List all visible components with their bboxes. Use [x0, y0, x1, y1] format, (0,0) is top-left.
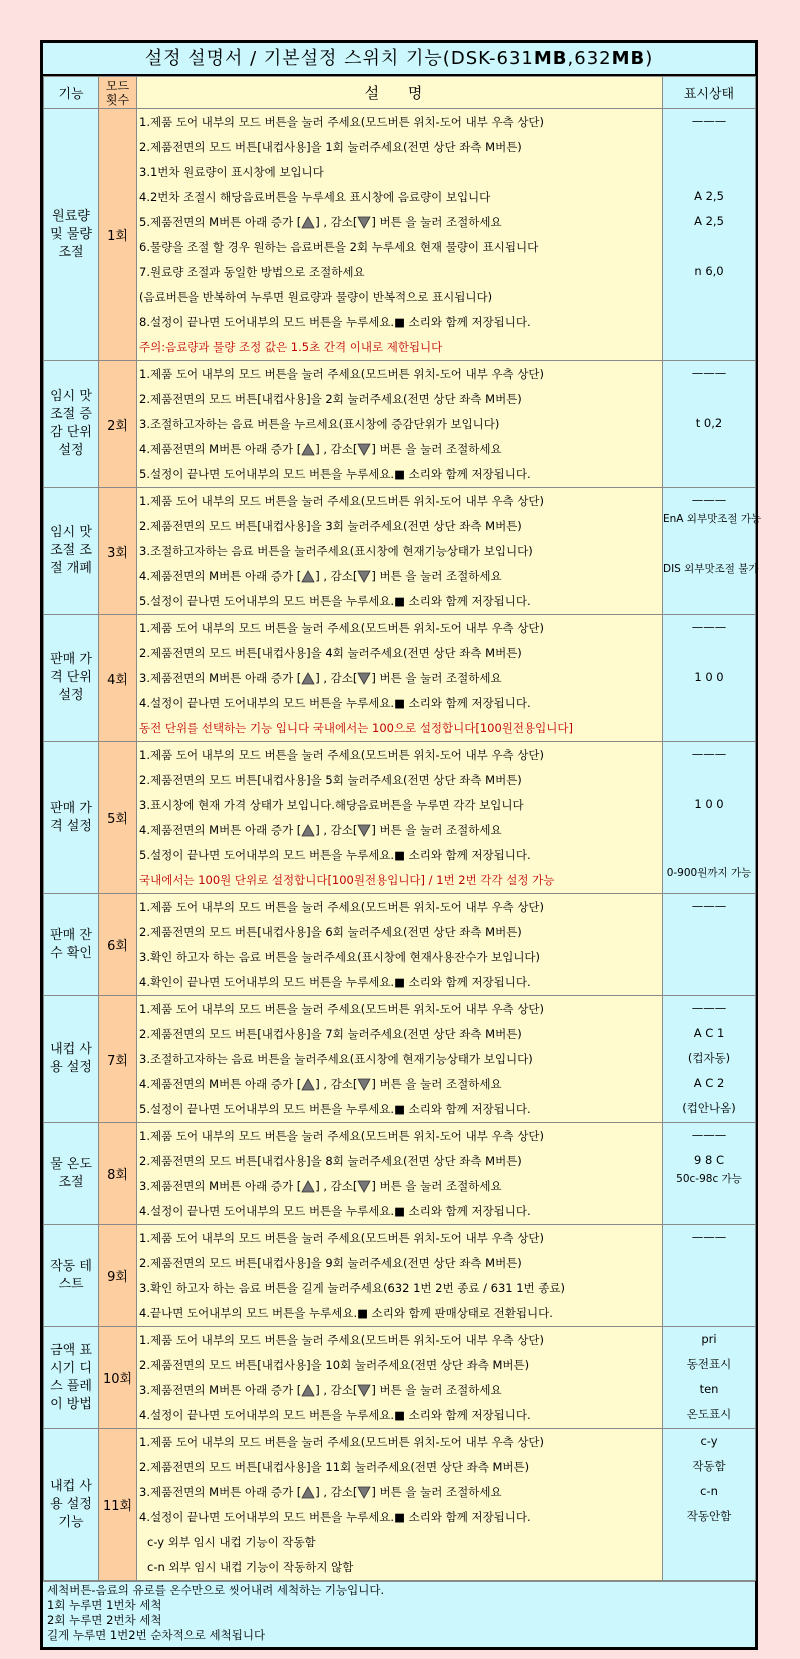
description-cell — [137, 361, 663, 488]
mode-count: 7회 — [99, 996, 137, 1123]
instruction-line: 1.제품 도어 내부의 모드 버튼을 눌러 주세요(모드버튼 위치-도어 내부 우측 상단) — [139, 1333, 545, 1347]
column-header-description: 설 명 — [137, 77, 663, 109]
increase-triangle-icon — [301, 1384, 315, 1397]
instruction-line: 3.표시창에 현재 가격 상태가 보입니다.해당음료버튼을 누루면 각각 보입니다 — [139, 798, 524, 812]
instruction-line: 6.물량을 조절 할 경우 원하는 음료버튼을 2회 누루세요 현재 물량이 표시됩니다 — [139, 240, 539, 254]
status-value: ——— — [691, 899, 727, 913]
status-value — [663, 436, 755, 461]
status-value — [663, 969, 755, 994]
table-row — [44, 488, 756, 615]
status-value: ——— — [691, 1128, 727, 1142]
status-value: A C 2 — [693, 1076, 725, 1090]
table-header-row — [44, 77, 756, 109]
mode-count: 2회 — [99, 361, 137, 488]
column-header-function: 기능 — [44, 77, 99, 109]
instruction-line: 4.2번차 조절시 해당음료버튼을 누루세요 표시창에 음료량이 보입니다 — [139, 190, 491, 204]
status-value — [663, 919, 755, 944]
instruction-line: (음료버튼을 반복하여 누루면 원료량과 물량이 반복적으로 표시됩니다) — [139, 290, 493, 304]
title-text: 설정 설명서 / 기본설정 스위치 기능(DSK-631 — [144, 48, 534, 69]
function-name: 임시 맛조절 증감 단위 설정 — [44, 361, 99, 488]
title-text-mid: ,632 — [567, 48, 612, 69]
status-value: A 2,5 — [694, 214, 724, 228]
instruction-line: 2.제품전면의 모드 버튼[내컵사용]을 5회 눌러주세요(전면 상단 좌측 M버튼) — [139, 773, 522, 787]
function-name: 작동 테스트 — [44, 1225, 99, 1327]
instruction-line: 2.제품전면의 모드 버튼[내컵사용]을 11회 눌러주세요(전면 상단 좌측 M버튼) — [139, 1460, 530, 1474]
table-row — [44, 1327, 756, 1429]
instruction-line: 2.제품전면의 모드 버튼[내컵사용]을 7회 눌러주세요(전면 상단 좌측 M버튼) — [139, 1027, 522, 1041]
instruction-line: 4.끝나면 도어내부의 모드 버튼을 누루세요.■ 소리와 함께 판매상태로 전환됩니다. — [139, 1306, 553, 1320]
description-cell — [137, 488, 663, 615]
decrease-triangle-icon — [357, 1180, 371, 1193]
status-value — [663, 944, 755, 969]
instruction-line: 2.제품전면의 모드 버튼[내컵사용]을 1회 눌러주세요(전면 상단 좌측 M버튼) — [139, 140, 522, 154]
instruction-line: 3.제품전면의 M버튼 아래 증가 [ ] , 감소[ ] 버튼 을 눌러 조절하세요 — [139, 671, 502, 685]
status-value: ——— — [691, 366, 727, 380]
display-status-cell — [663, 742, 756, 894]
status-value: ——— — [691, 114, 727, 128]
title-model-suffix-1: MB — [533, 48, 568, 69]
function-name: 판매 잔수 확인 — [44, 894, 99, 996]
status-value — [663, 234, 755, 259]
instruction-line: 4.설정이 끝나면 도어내부의 모드 버튼을 누루세요.■ 소리와 함께 저장됩니다. — [139, 1204, 531, 1218]
footer-line: 길게 누루면 1번2번 순차적으로 세척됩니다 — [47, 1628, 266, 1642]
display-status-cell — [663, 361, 756, 488]
footer-notes — [43, 1581, 755, 1647]
increase-triangle-icon — [301, 1486, 315, 1499]
instruction-line: 3.조절하고자하는 음료 버튼을 눌러주세요(표시창에 현재기능상태가 보입니다) — [139, 1052, 533, 1066]
status-value: t 0,2 — [695, 416, 723, 430]
instruction-line: 7.원료량 조절과 동일한 방법으로 조절하세요 — [139, 265, 365, 279]
instruction-line: 5.설정이 끝나면 도어내부의 모드 버튼을 누루세요.■ 소리와 함께 저장됩니다. — [139, 467, 531, 481]
instruction-line: 4.설정이 끝나면 도어내부의 모드 버튼을 누루세요.■ 소리와 함께 저장됩니다. — [139, 1510, 531, 1524]
status-value — [663, 817, 755, 842]
status-value: 9 8 C — [694, 1153, 724, 1167]
footer-line: 2회 누루면 2번차 세척 — [47, 1613, 162, 1627]
increase-triangle-icon — [301, 1180, 315, 1193]
function-name: 판매 가격 단위 설정 — [44, 615, 99, 742]
table-row — [44, 1225, 756, 1327]
status-value — [663, 309, 755, 334]
table-row — [44, 742, 756, 894]
display-status-cell — [663, 488, 762, 615]
mode-count: 5회 — [99, 742, 137, 894]
instruction-line: 4.제품전면의 M버튼 아래 증가 [ ] , 감소[ ] 버튼 을 눌러 조절하세요 — [139, 442, 502, 456]
table-row — [44, 996, 756, 1123]
footer-line: 세척버튼-음료의 유로를 온수만으로 씻어내려 세척하는 기능입니다. — [47, 1583, 385, 1597]
instruction-line: 2.제품전면의 모드 버튼[내컵사용]을 8회 눌러주세요(전면 상단 좌측 M버튼) — [139, 1154, 522, 1168]
display-status-cell — [663, 1123, 756, 1225]
function-name: 물 온도 조절 — [44, 1123, 99, 1225]
mode-count: 6회 — [99, 894, 137, 996]
increase-triangle-icon — [301, 672, 315, 685]
instruction-line: 1.제품 도어 내부의 모드 버튼을 눌러 주세요(모드버튼 위치-도어 내부 우측 상단) — [139, 748, 545, 762]
display-status-cell — [663, 1327, 756, 1429]
column-header-status: 표시상태 — [663, 77, 756, 109]
function-name: 내컵 사용 설정 기능 — [44, 1429, 99, 1581]
instruction-line: 1.제품 도어 내부의 모드 버튼을 눌러 주세요(모드버튼 위치-도어 내부 우측 상단) — [139, 115, 545, 129]
mode-count: 8회 — [99, 1123, 137, 1225]
instruction-line: c-y 외부 임시 내컵 기능이 작동함 — [147, 1535, 316, 1549]
instruction-line: 3.제품전면의 M버튼 아래 증가 [ ] , 감소[ ] 버튼 을 눌러 조절하세요 — [139, 1485, 502, 1499]
increase-triangle-icon — [301, 570, 315, 583]
status-value: 동전표시 — [686, 1357, 732, 1371]
table-row — [44, 1123, 756, 1225]
instruction-line: 2.제품전면의 모드 버튼[내컵사용]을 6회 눌러주세요(전면 상단 좌측 M버튼) — [139, 925, 522, 939]
mode-count: 4회 — [99, 615, 137, 742]
function-name: 판매 가격 설정 — [44, 742, 99, 894]
instruction-line: 1.제품 도어 내부의 모드 버튼을 눌러 주세요(모드버튼 위치-도어 내부 우측 상단) — [139, 494, 545, 508]
status-value: ten — [699, 1382, 719, 1396]
decrease-triangle-icon — [357, 1078, 371, 1091]
instruction-line: 동전 단위를 선택하는 기능 입니다 국내에서는 100으로 설정합니다[100원전용입니다] — [139, 721, 573, 735]
status-value: A 2,5 — [694, 189, 724, 203]
status-value: 온도표시 — [686, 1407, 732, 1421]
decrease-triangle-icon — [357, 824, 371, 837]
instruction-line: 5.설정이 끝나면 도어내부의 모드 버튼을 누루세요.■ 소리와 함께 저장됩니다. — [139, 848, 531, 862]
display-status-cell — [663, 894, 756, 996]
instruction-line: 3.조절하고자하는 음료 버튼을 누르세요(표시창에 증감단위가 보입니다) — [139, 417, 500, 431]
instruction-line: 2.제품전면의 모드 버튼[내컵사용]을 9회 눌러주세요(전면 상단 좌측 M버튼) — [139, 1256, 522, 1270]
footer-line: 1회 누루면 1번차 세척 — [47, 1598, 162, 1612]
instruction-line: 2.제품전면의 모드 버튼[내컵사용]을 3회 눌러주세요(전면 상단 좌측 M버튼) — [139, 519, 522, 533]
instruction-line: 3.확인 하고자 하는 음료 버튼을 눌러주세요(표시창에 현재사용잔수가 보입니다) — [139, 950, 541, 964]
mode-count: 9회 — [99, 1225, 137, 1327]
display-status-cell — [663, 615, 756, 742]
status-value — [663, 334, 755, 359]
settings-table — [43, 76, 762, 1581]
instruction-line: 4.제품전면의 M버튼 아래 증가 [ ] , 감소[ ] 버튼 을 눌러 조절하세요 — [139, 1077, 502, 1091]
display-status-cell — [663, 1225, 756, 1327]
instruction-line: 3.확인 하고자 하는 음료 버튼을 길게 눌러주세요(632 1번 2번 종료 / 631 1번 종료) — [139, 1281, 566, 1295]
status-value: 1 0 0 — [694, 797, 724, 811]
decrease-triangle-icon — [357, 1384, 371, 1397]
status-value — [663, 134, 755, 159]
mode-count: 1회 — [99, 109, 137, 361]
description-cell — [137, 1327, 663, 1429]
display-status-cell — [663, 1429, 756, 1581]
function-name: 내컵 사용 설정 — [44, 996, 99, 1123]
instruction-line: 8.설정이 끝나면 도어내부의 모드 버튼을 누루세요.■ 소리와 함께 저장됩니다. — [139, 315, 531, 329]
table-row — [44, 361, 756, 488]
instruction-line: 1.제품 도어 내부의 모드 버튼을 눌러 주세요(모드버튼 위치-도어 내부 우측 상단) — [139, 367, 545, 381]
status-value: c-y — [700, 1434, 718, 1448]
instruction-line: 3.제품전면의 M버튼 아래 증가 [ ] , 감소[ ] 버튼 을 눌러 조절하세요 — [139, 1179, 502, 1193]
decrease-triangle-icon — [357, 216, 371, 229]
status-value: DIS 외부맛조절 불가 — [663, 563, 759, 575]
instruction-line: 2.제품전면의 모드 버튼[내컵사용]을 10회 눌러주세요(전면 상단 좌측 M버튼) — [139, 1358, 530, 1372]
display-status-cell — [663, 996, 756, 1123]
description-cell — [137, 1225, 663, 1327]
instruction-line: 4.제품전면의 M버튼 아래 증가 [ ] , 감소[ ] 버튼 을 눌러 조절하세요 — [139, 569, 502, 583]
instruction-line: 5.설정이 끝나면 도어내부의 모드 버튼을 누루세요.■ 소리와 함께 저장됩니다. — [139, 1102, 531, 1116]
table-row — [44, 615, 756, 742]
status-value: ——— — [691, 747, 727, 761]
status-value: ——— — [691, 620, 727, 634]
decrease-triangle-icon — [357, 1486, 371, 1499]
increase-triangle-icon — [301, 443, 315, 456]
status-value — [663, 588, 755, 613]
instruction-line: 1.제품 도어 내부의 모드 버튼을 눌러 주세요(모드버튼 위치-도어 내부 우측 상단) — [139, 1435, 545, 1449]
mode-count: 3회 — [99, 488, 137, 615]
increase-triangle-icon — [301, 216, 315, 229]
description-cell — [137, 1123, 663, 1225]
status-value: pri — [701, 1332, 717, 1346]
function-name: 임시 맛조절 조절 개폐 — [44, 488, 99, 615]
instruction-line: 1.제품 도어 내부의 모드 버튼을 눌러 주세요(모드버튼 위치-도어 내부 우측 상단) — [139, 1231, 545, 1245]
display-status-cell — [663, 109, 756, 361]
title-model-suffix-2: MB — [611, 48, 646, 69]
status-value: 작동함 — [692, 1459, 726, 1473]
status-value — [663, 715, 755, 740]
instruction-line: 1.제품 도어 내부의 모드 버튼을 눌러 주세요(모드버튼 위치-도어 내부 우측 상단) — [139, 1129, 545, 1143]
status-value — [663, 690, 755, 715]
mode-count: 11회 — [99, 1429, 137, 1581]
table-row — [44, 109, 756, 361]
status-value — [663, 640, 755, 665]
status-value: (컵안나옴) — [682, 1101, 736, 1115]
status-value — [663, 284, 755, 309]
function-name: 원료량 및 물량 조절 — [44, 109, 99, 361]
instruction-line: 4.제품전면의 M버튼 아래 증가 [ ] , 감소[ ] 버튼 을 눌러 조절하세요 — [139, 823, 502, 837]
status-value: ——— — [691, 493, 727, 507]
status-value: 50c-98c 가능 — [676, 1173, 742, 1185]
description-cell — [137, 894, 663, 996]
status-value — [663, 767, 755, 792]
description-cell — [137, 996, 663, 1123]
status-value: ——— — [691, 1230, 727, 1244]
status-value — [663, 1529, 755, 1554]
description-cell — [137, 1429, 663, 1581]
instruction-line: 4.설정이 끝나면 도어내부의 모드 버튼을 누루세요.■ 소리와 함께 저장됩니다. — [139, 1408, 531, 1422]
status-value: n 6,0 — [694, 264, 724, 278]
status-value: EnA 외부맛조절 가능 — [663, 513, 762, 525]
instruction-line: 3.1번차 원료량이 표시창에 보입니다 — [139, 165, 324, 179]
instruction-line: 5.제품전면의 M버튼 아래 증가 [ ] , 감소[ ] 버튼 을 눌러 조절하세요 — [139, 215, 502, 229]
instruction-line: 3.제품전면의 M버튼 아래 증가 [ ] , 감소[ ] 버튼 을 눌러 조절하세요 — [139, 1383, 502, 1397]
table-row — [44, 894, 756, 996]
status-value: 1 0 0 — [694, 670, 724, 684]
decrease-triangle-icon — [357, 570, 371, 583]
instruction-line: 2.제품전면의 모드 버튼[내컵사용]을 2회 눌러주세요(전면 상단 좌측 M버튼) — [139, 392, 522, 406]
instruction-line: 2.제품전면의 모드 버튼[내컵사용]을 4회 눌러주세요(전면 상단 좌측 M버튼) — [139, 646, 522, 660]
status-value — [663, 461, 755, 486]
status-value — [663, 842, 755, 867]
instruction-line: c-n 외부 임시 내컵 기능이 작동하지 않함 — [147, 1560, 354, 1574]
status-value — [663, 1300, 755, 1325]
decrease-triangle-icon — [357, 443, 371, 456]
status-value: ——— — [691, 1001, 727, 1015]
instruction-line: 4.확인이 끝나면 도어내부의 모드 버튼을 누루세요.■ 소리와 함께 저장됩니다. — [139, 975, 531, 989]
increase-triangle-icon — [301, 1078, 315, 1091]
column-header-count: 모드 횟수 — [99, 77, 137, 109]
instruction-line: 5.설정이 끝나면 도어내부의 모드 버튼을 누루세요.■ 소리와 함께 저장됩니다. — [139, 594, 531, 608]
increase-triangle-icon — [301, 824, 315, 837]
instruction-line: 1.제품 도어 내부의 모드 버튼을 눌러 주세요(모드버튼 위치-도어 내부 우측 상단) — [139, 900, 545, 914]
status-value: 0-900원까지 가능 — [666, 867, 752, 879]
instruction-line: 4.설정이 끝나면 도어내부의 모드 버튼을 누루세요.■ 소리와 함께 저장됩니다. — [139, 696, 531, 710]
instruction-line: 주의:음료량과 물량 조정 값은 1.5초 간격 이내로 제한됩니다 — [139, 340, 443, 354]
instruction-line: 국내에서는 100원 단위로 설정합니다[100원전용입니다] / 1번 2번 각각 설정 가능 — [139, 873, 555, 887]
mode-count: 10회 — [99, 1327, 137, 1429]
description-cell — [137, 615, 663, 742]
status-value — [663, 1198, 755, 1223]
table-row — [44, 1429, 756, 1581]
instruction-line: 3.조절하고자하는 음료 버튼을 눌러주세요(표시창에 현재기능상태가 보입니다) — [139, 544, 533, 558]
description-cell — [137, 742, 663, 894]
status-value: (컵자동) — [687, 1051, 731, 1065]
status-value — [663, 538, 755, 563]
instruction-line: 1.제품 도어 내부의 모드 버튼을 눌러 주세요(모드버튼 위치-도어 내부 우측 상단) — [139, 621, 545, 635]
settings-manual — [40, 40, 762, 1650]
title-text-end: ) — [645, 48, 654, 69]
status-value — [663, 386, 755, 411]
manual-title — [43, 43, 755, 76]
status-value — [663, 159, 755, 184]
status-value: 작동안함 — [686, 1509, 732, 1523]
status-value: c-n — [700, 1484, 718, 1498]
status-value — [663, 1250, 755, 1275]
instruction-line: 1.제품 도어 내부의 모드 버튼을 눌러 주세요(모드버튼 위치-도어 내부 우측 상단) — [139, 1002, 545, 1016]
function-name: 금액 표시기 디스 플레이 방법 — [44, 1327, 99, 1429]
decrease-triangle-icon — [357, 672, 371, 685]
status-value — [663, 1275, 755, 1300]
status-value — [663, 1554, 755, 1579]
status-value: A C 1 — [693, 1026, 725, 1040]
description-cell — [137, 109, 663, 361]
